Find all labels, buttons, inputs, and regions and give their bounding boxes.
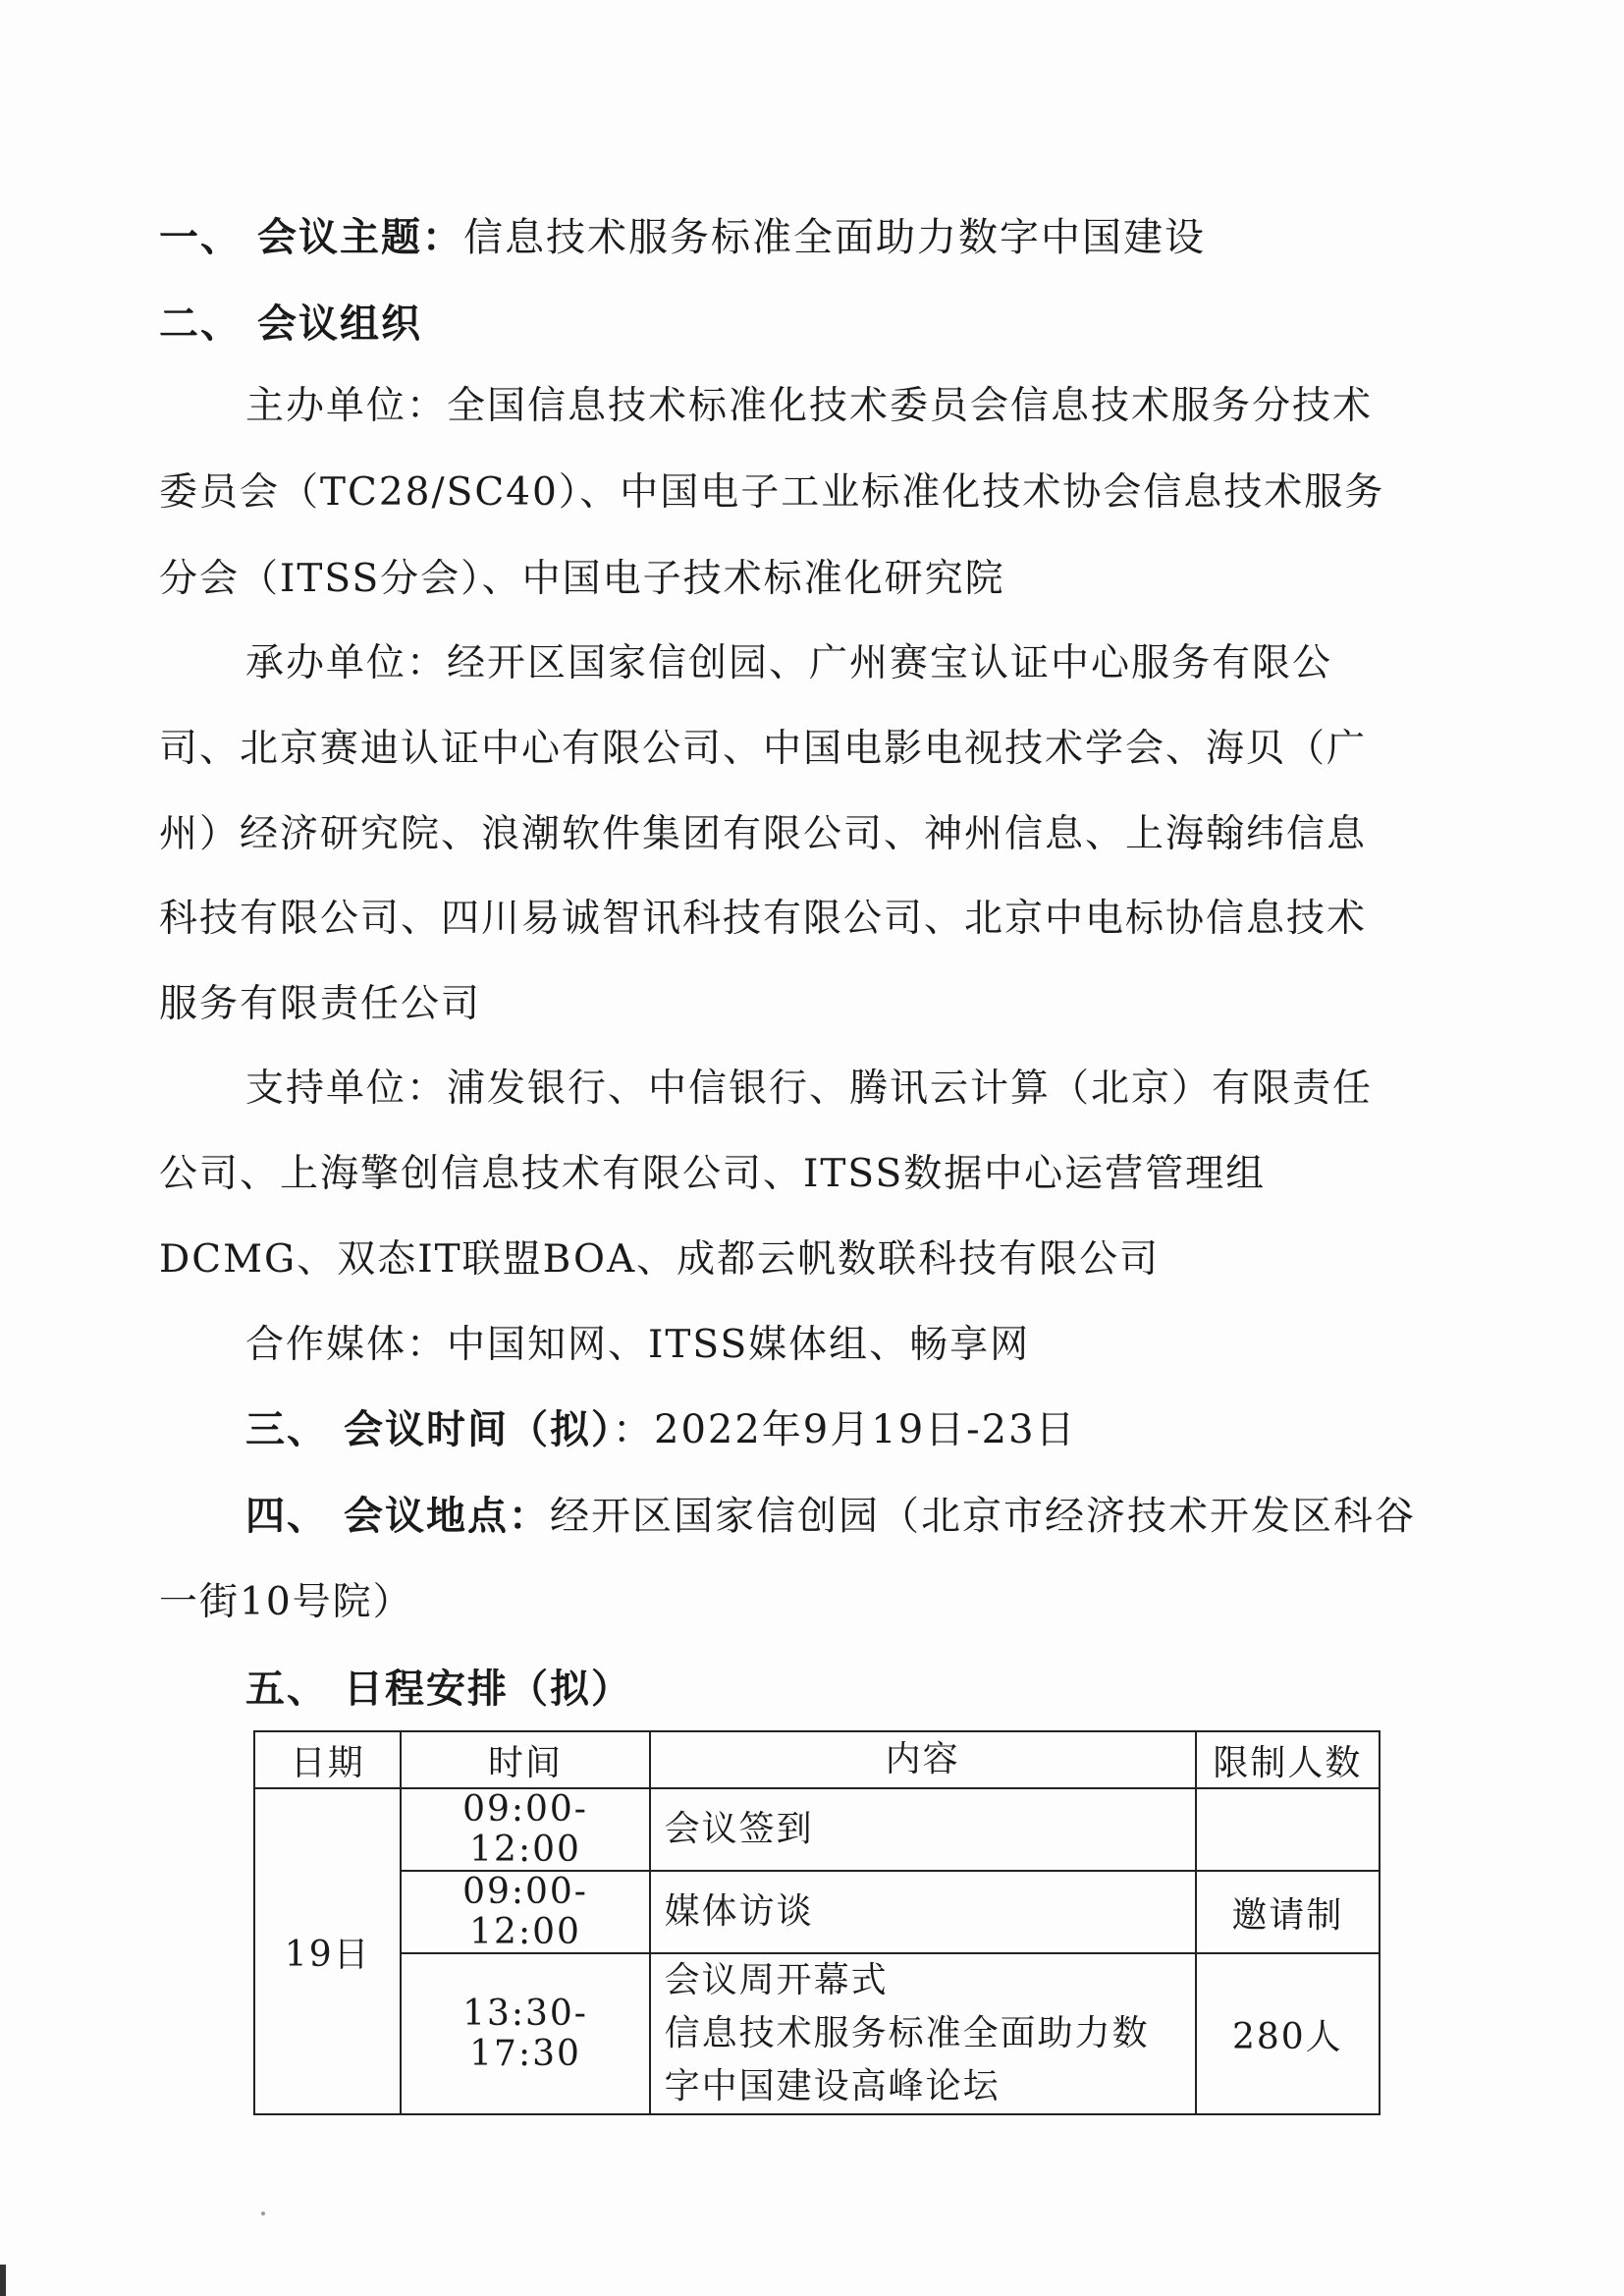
undertake-line-3: 州）经济研究院、浪潮软件集团有限公司、神州信息、上海翰纬信息 [159, 812, 1368, 856]
media-line: 合作媒体：中国知网、ITSS媒体组、畅享网 [245, 1323, 1031, 1367]
section-number: 五、 [245, 1667, 328, 1712]
support-line-2: 公司、上海擎创信息技术有限公司、ITSS数据中心运营管理组 [159, 1152, 1267, 1196]
undertake-line-1: 承办单位：经开区国家信创园、广州赛宝认证中心服务有限公 [245, 641, 1333, 685]
header-date: 日期 [254, 1731, 401, 1788]
section-4-heading [245, 1487, 1473, 1546]
section-title: 会议组织 [257, 301, 422, 347]
limit-cell: 邀请制 [1196, 1871, 1380, 1953]
section-text: ：2022年9月19日-23日 [613, 1407, 1077, 1452]
content-cell [650, 1953, 1196, 2114]
undertake-line-5: 服务有限责任公司 [159, 982, 482, 1026]
content-cell: 会议签到 [650, 1788, 1196, 1871]
section-number: 二、 [159, 301, 242, 347]
host-line-1: 主办单位：全国信息技术标准化技术委员会信息技术服务分技术 [245, 384, 1374, 428]
content-cell: 媒体访谈 [650, 1871, 1196, 1953]
header-limit: 限制人数 [1196, 1731, 1380, 1788]
section-number: 四、 [245, 1494, 328, 1539]
section-title: 会议主题： [257, 215, 463, 260]
section-text: 经开区国家信创园（北京市经济技术开发区科谷 [550, 1494, 1416, 1539]
undertake-line-4: 科技有限公司、四川易诚智讯科技有限公司、北京中电标协信息技术 [159, 897, 1368, 941]
undertake-line-2: 司、北京赛迪认证中心有限公司、中国电影电视技术学会、海贝（广 [159, 727, 1368, 771]
scan-edge-mark [0, 2265, 6, 2296]
content-line: 字中国建设高峰论坛 [664, 2066, 1001, 2106]
table-row [254, 1953, 1380, 2114]
time-cell: 09:00-12:00 [401, 1788, 649, 1871]
section-5-heading [245, 1660, 1473, 1719]
section-4-line-2: 一街10号院） [159, 1580, 413, 1624]
time-cell: 13:30-17:30 [401, 1953, 649, 2114]
header-content: 内容 [650, 1731, 1196, 1788]
limit-cell: 280人 [1196, 1953, 1380, 2114]
content-line: 信息技术服务标准全面助力数 [664, 2013, 1150, 2053]
section-number: 一、 [159, 215, 242, 260]
schedule-table [253, 1730, 1380, 2115]
section-3-heading [245, 1400, 1473, 1459]
header-time: 时间 [401, 1731, 649, 1788]
section-text: 信息技术服务标准全面助力数字中国建设 [463, 215, 1206, 260]
scan-dot [261, 2212, 265, 2215]
limit-cell [1196, 1788, 1380, 1871]
support-line-3: DCMG、双态IT联盟BOA、成都云帆数联科技有限公司 [159, 1237, 1161, 1282]
section-title: 会议地点： [344, 1494, 550, 1539]
section-1-heading [159, 208, 1475, 267]
table-header-row [254, 1731, 1380, 1788]
table-row [254, 1871, 1380, 1953]
section-number: 三、 [245, 1407, 328, 1452]
section-2-heading [159, 295, 1475, 354]
date-cell: 19日 [254, 1788, 401, 2114]
table-row [254, 1788, 1380, 1871]
section-title: 日程安排（拟） [344, 1667, 632, 1712]
host-line-3: 分会（ITSS分会）、中国电子技术标准化研究院 [159, 557, 1005, 601]
host-line-2: 委员会（TC28/SC40）、中国电子工业标准化技术协会信息技术服务 [159, 470, 1385, 515]
support-line-1: 支持单位：浦发银行、中信银行、腾讯云计算（北京）有限责任 [245, 1066, 1374, 1111]
time-cell: 09:00-12:00 [401, 1871, 649, 1953]
content-line: 会议周开幕式 [664, 1960, 889, 2000]
section-title: 会议时间（拟） [344, 1407, 613, 1452]
